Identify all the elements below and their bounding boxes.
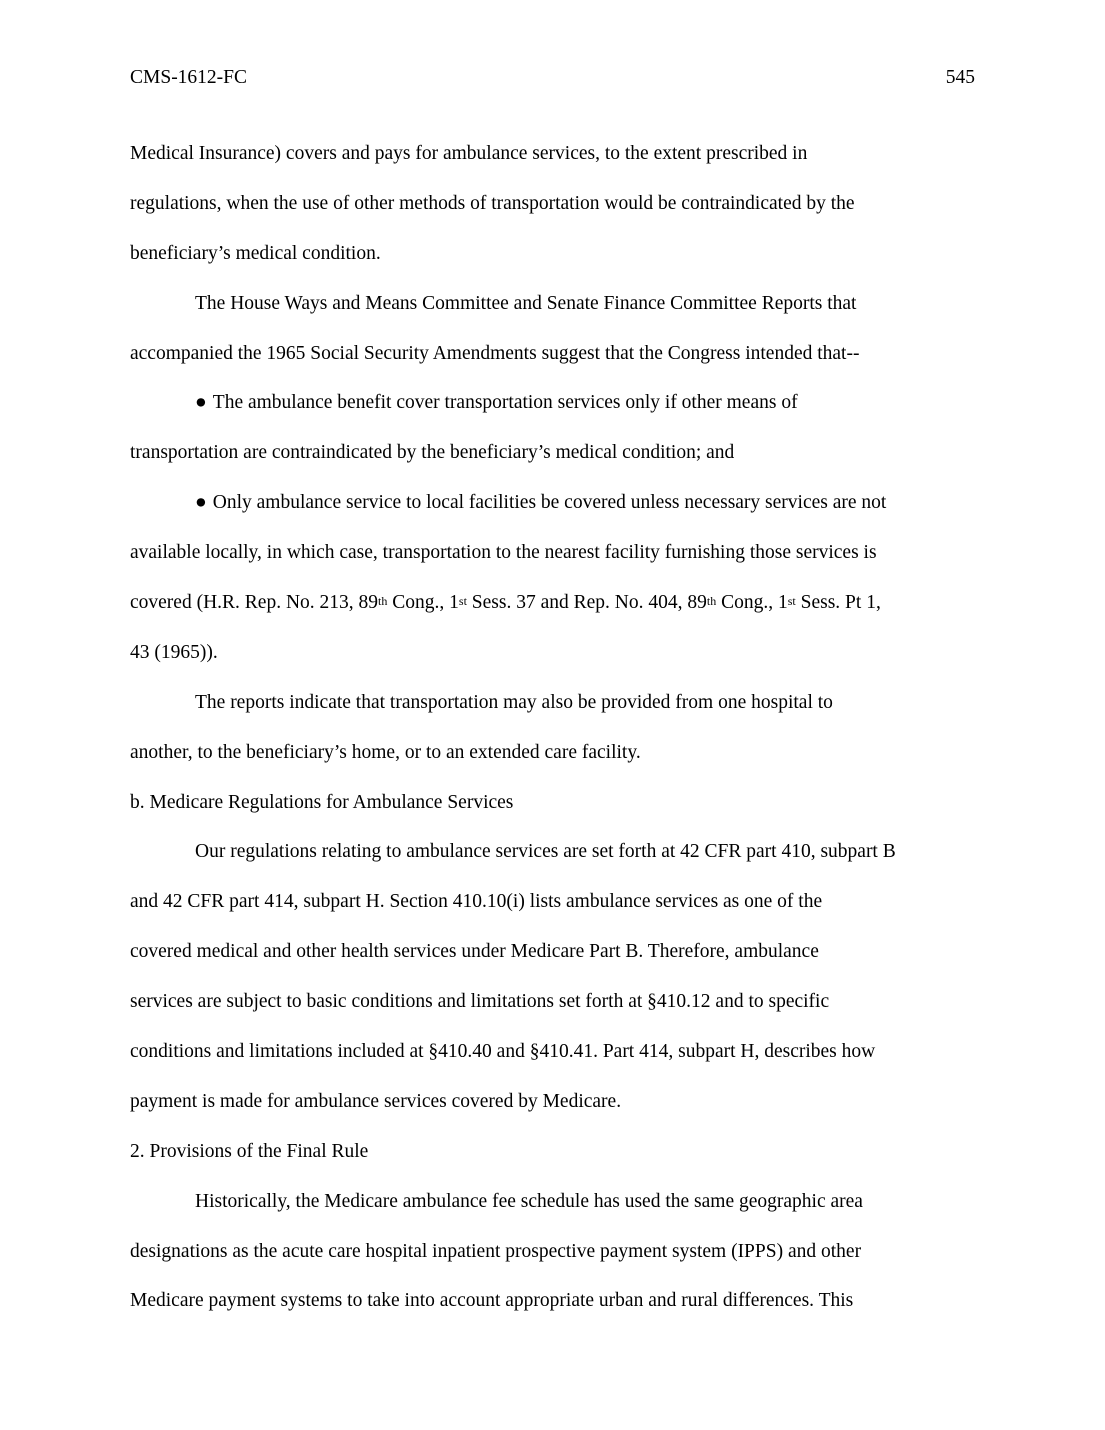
ordinal-superscript: th [706,594,717,609]
section-heading [130,1127,976,1177]
bullet-icon: ● [195,492,207,514]
paragraph-start-line [130,827,976,877]
text-line [130,528,976,578]
bullet-line [130,378,976,428]
line-text: The ambulance benefit cover transportation services only if other means of [212,392,798,414]
ordinal-superscript: st [787,594,796,609]
page-number: 545 [945,67,975,88]
text-line [130,927,976,977]
heading-text: b. Medicare Regulations for Ambulance Services [130,791,514,813]
text-line [130,1027,976,1077]
text-line [130,728,976,778]
line-text: conditions and limitations included at §410.40 and §410.41. Part 414, subpart H, describes how [130,1041,876,1063]
line-text: Our regulations relating to ambulance services are set forth at 42 CFR part 410, subpart B [195,841,896,863]
text-line [130,1227,976,1277]
line-text: available locally, in which case, transportation to the nearest facility furnishing those services is [130,542,877,564]
paragraph-start-line [130,678,976,728]
line-text: The House Ways and Means Committee and Senate Finance Committee Reports that [195,292,857,314]
citation-line [130,578,976,628]
line-text: services are subject to basic conditions and limitations set forth at §410.12 and to specific [130,991,830,1013]
text-line [130,1276,976,1326]
line-text: Sess. 37 and Rep. No. 404, 89 [466,592,707,614]
line-text: Medicare payment systems to take into account appropriate urban and rural differences. This [130,1290,854,1312]
document-id: CMS-1612-FC [130,67,248,88]
line-text: covered (H.R. Rep. No. 213, 89 [130,592,379,614]
line-text: Medical Insurance) covers and pays for ambulance services, to the extent prescribed in [130,143,808,164]
line-text: another, to the beneficiary’s home, or to an extended care facility. [130,741,641,763]
line-text: payment is made for ambulance services covered by Medicare. [130,1090,622,1112]
line-text: Historically, the Medicare ambulance fee schedule has used the same geographic area [195,1190,863,1212]
line-text: beneficiary’s medical condition. [130,242,381,264]
paragraph-start-line [130,279,976,329]
line-text: Cong., 1 [716,592,788,614]
line-text: accompanied the 1965 Social Security Amendments suggest that the Congress intended that-- [130,342,860,364]
text-line [130,179,976,229]
line-text: Cong., 1 [387,592,459,614]
text-line [130,1077,976,1127]
line-text: The reports indicate that transportation may also be provided from one hospital to [195,691,833,713]
line-text: regulations, when the use of other methods of transportation would be contraindicated by the [130,192,855,214]
text-line [130,877,976,927]
paragraph-start-line [130,1177,976,1227]
text-line [130,129,976,179]
ordinal-superscript: th [378,594,388,609]
document-body [130,129,976,1326]
text-line [130,977,976,1027]
ordinal-superscript: st [458,594,467,609]
text-line [130,329,976,379]
text-line [130,229,976,279]
text-line [130,628,976,678]
line-text: Sess. Pt 1, [795,592,881,614]
line-text: Only ambulance service to local facilities be covered unless necessary services are not [212,492,887,514]
bullet-line [130,478,976,528]
line-text: and 42 CFR part 414, subpart H. Section 410.10(i) lists ambulance services as one of the [130,891,823,913]
heading-text: 2. Provisions of the Final Rule [130,1140,369,1162]
section-heading [130,778,976,828]
text-line [130,428,976,478]
line-text: transportation are contraindicated by the beneficiary’s medical condition; and [130,442,735,464]
line-text: designations as the acute care hospital inpatient prospective payment system (IPPS) and other [130,1240,862,1262]
line-text: covered medical and other health services under Medicare Part B. Therefore, ambulance [130,941,819,963]
bullet-icon: ● [195,392,207,414]
line-text: 43 (1965)). [130,641,218,663]
